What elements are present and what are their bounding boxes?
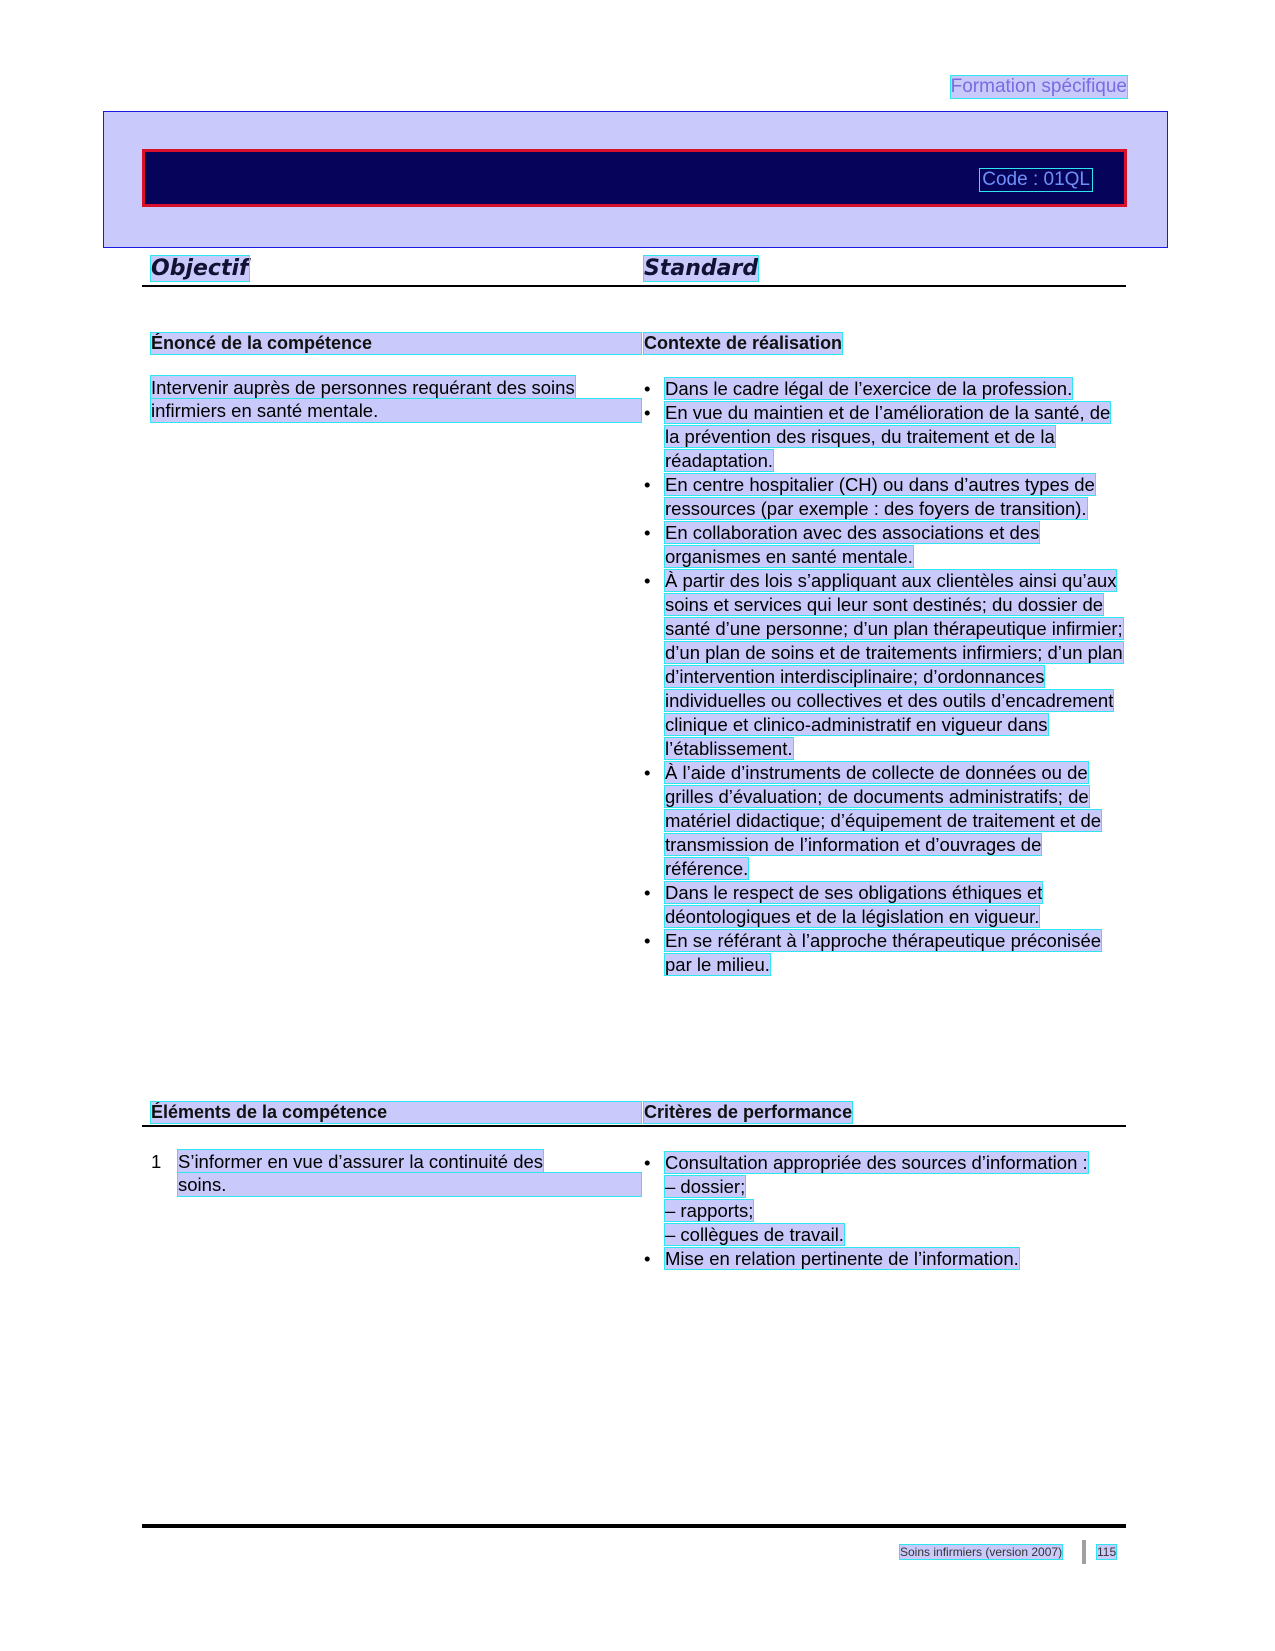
page-number: 115	[1097, 1545, 1117, 1559]
heading-rule	[142, 285, 1126, 287]
header-label: Formation spécifique	[950, 76, 1127, 97]
list-item: • À l’aide d’instruments de collecte de données ou de grilles d’évaluation; de documents administratifs; de matériel didactique; d’équipement de traitement et de transmission de l’information et d’ouvrages de référence.	[644, 761, 1124, 881]
contexte-title: Contexte de réalisation	[644, 333, 843, 353]
footer-text: Soins infirmiers (version 2007)	[900, 1545, 1063, 1559]
footer-separator	[1082, 1540, 1086, 1564]
sub-list-item: – rapports;	[665, 1200, 754, 1221]
criteres-list	[644, 1151, 1124, 1271]
competence-code: Code : 01QL	[982, 169, 1090, 190]
element-1-line-1: S’informer en vue d’assurer la continuité des	[178, 1151, 544, 1172]
enonce-title: Énoncé de la compétence	[151, 333, 641, 354]
sub-list-item: – dossier;	[665, 1176, 746, 1197]
list-item: • Mise en relation pertinente de l’information.	[644, 1247, 1124, 1271]
list-item: • Consultation appropriée des sources d’information : – dossier; – rapports; – collègues de travail.	[644, 1151, 1124, 1247]
list-item: • À partir des lois s’appliquant aux clientèles ainsi qu’aux soins et services qui leur sont destinés; du dossier de santé d’une personne; d’un plan thérapeutique infirmier; d’un plan de soins et de traitements infirmiers; d’un plan d’intervention interdisciplinaire; d’ordonnances individuelles ou collectives et des outils d’encadrement clinique et clinico-administratif en vigueur dans l’établissement.	[644, 569, 1124, 761]
sub-list-item: – collègues de travail.	[665, 1224, 844, 1245]
title-bar	[142, 149, 1127, 207]
enonce-text	[151, 376, 641, 422]
column-heading-objectif: Objectif	[151, 256, 249, 281]
contexte-list	[644, 377, 1124, 977]
enonce-line-2: infirmiers en santé mentale.	[151, 399, 641, 422]
title-banner	[103, 111, 1168, 248]
elements-rule	[142, 1125, 1126, 1127]
list-item: • Dans le respect de ses obligations éthiques et déontologiques et de la législation en vigueur.	[644, 881, 1124, 929]
element-number: 1	[151, 1151, 162, 1172]
list-item: • En vue du maintien et de l’amélioration de la santé, de la prévention des risques, du traitement et de la réadaptation.	[644, 401, 1124, 473]
element-1	[151, 1150, 544, 1195]
critere-1-sublist	[665, 1175, 1124, 1247]
list-item: • En centre hospitalier (CH) ou dans d’autres types de ressources (par exemple : des foyers de transition).	[644, 473, 1124, 521]
criteres-title: Critères de performance	[644, 1102, 853, 1122]
list-item: • En se référant à l’approche thérapeutique préconisée par le milieu.	[644, 929, 1124, 977]
list-item: • Dans le cadre légal de l’exercice de la profession.	[644, 377, 1124, 401]
list-item: • En collaboration avec des associations et des organismes en santé mentale.	[644, 521, 1124, 569]
enonce-line-1: Intervenir auprès de personnes requérant des soins	[151, 377, 575, 398]
column-heading-standard: Standard	[644, 256, 759, 281]
elements-title: Éléments de la compétence	[151, 1102, 641, 1123]
footer-rule	[142, 1524, 1126, 1528]
element-1-line-2: soins.	[178, 1173, 641, 1196]
